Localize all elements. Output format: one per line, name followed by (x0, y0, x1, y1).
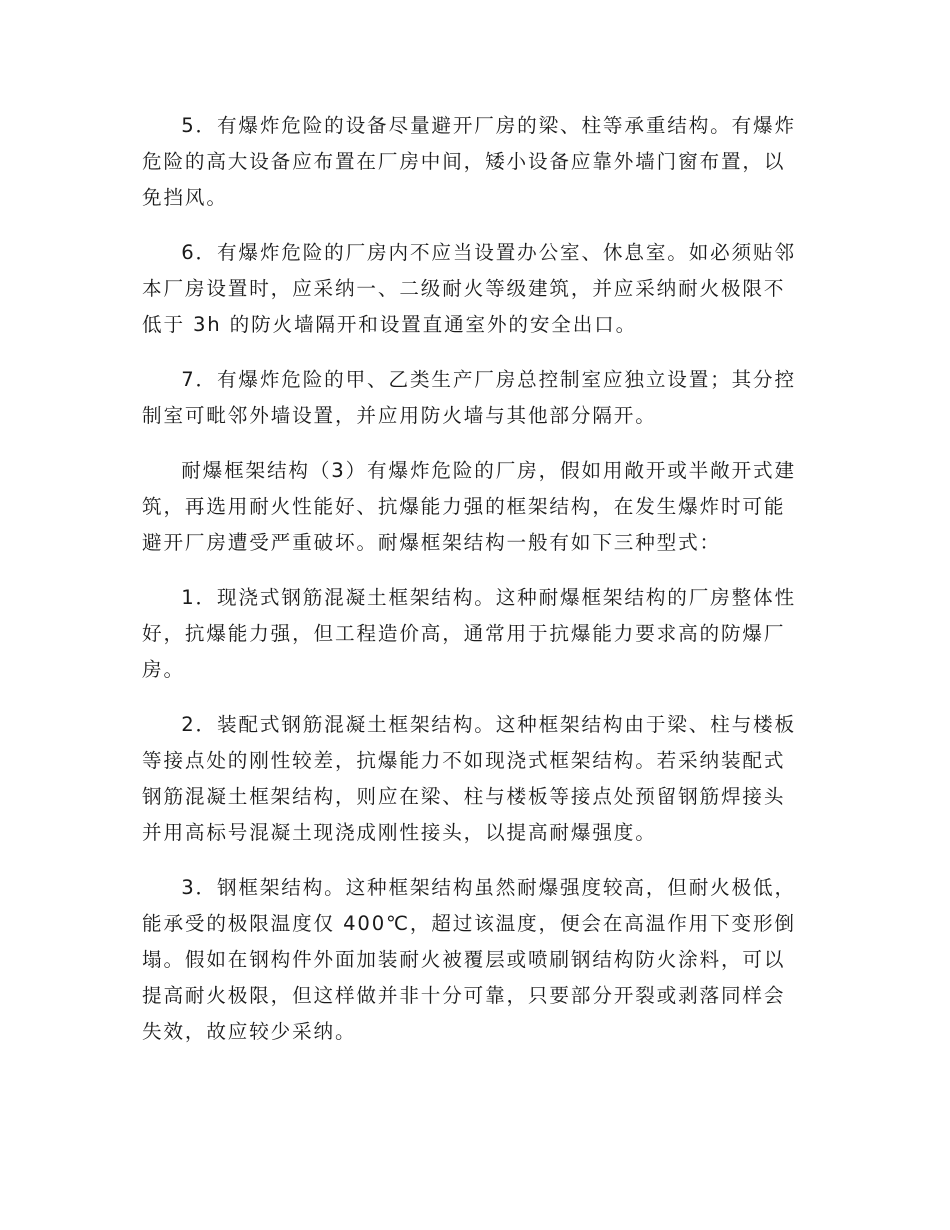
text-line: 本厂房设置时，应采纳一、二级耐火等级建筑，并应采纳耐火极限不 (142, 277, 786, 300)
paragraph-item-6 (142, 235, 810, 343)
text-line: 1．现浇式钢筋混凝土框架结构。这种耐爆框架结构的厂房整体性 (181, 586, 796, 609)
text-line: 3．钢框架结构。这种框架结构虽然耐爆强度较高，但耐火极低， (181, 876, 796, 899)
text-line: 并用高标号混凝土现浇成刚性接头，以提高耐爆强度。 (142, 821, 657, 844)
text-line: 5．有爆炸危险的设备尽量避开厂房的梁、柱等承重结构。有爆炸 (181, 114, 796, 137)
text-line: 钢筋混凝土框架结构，则应在梁、柱与楼板等接点处预留钢筋焊接头 (142, 785, 786, 808)
paragraph-frame-type-3 (142, 870, 810, 1050)
paragraph-frame-type-1 (142, 580, 810, 688)
text-line: 6．有爆炸危险的厂房内不应当设置办公室、休息室。如必须贴邻 (181, 241, 796, 264)
text-line: 能承受的极限温度仅 400℃，超过该温度，便会在高温作用下变形倒 (142, 912, 796, 935)
paragraph-item-7 (142, 362, 810, 434)
text-line: 筑，再选用耐火性能好、抗爆能力强的框架结构，在发生爆炸时可能 (142, 495, 786, 518)
text-line: 制室可毗邻外墙设置，并应用防火墙与其他部分隔开。 (142, 404, 657, 427)
text-line: 提高耐火极限，但这样做并非十分可靠，只要部分开裂或剥落同样会 (142, 984, 786, 1007)
text-line: 2．装配式钢筋混凝土框架结构。这种框架结构由于梁、柱与楼板 (181, 713, 796, 736)
paragraph-item-5 (142, 108, 810, 216)
text-line: 房。 (142, 658, 185, 681)
text-line: 危险的高大设备应布置在厂房中间，矮小设备应靠外墙门窗布置，以 (142, 150, 786, 173)
text-line: 失效，故应较少采纳。 (142, 1020, 357, 1043)
document-body (142, 108, 810, 1069)
text-line: 耐爆框架结构（3）有爆炸危险的厂房，假如用敞开或半敞开式建 (181, 459, 796, 482)
text-line: 避开厂房遭受严重破坏。耐爆框架结构一般有如下三种型式： (142, 531, 721, 554)
text-line: 好，抗爆能力强，但工程造价高，通常用于抗爆能力要求高的防爆厂 (142, 622, 786, 645)
paragraph-blast-resistant-frame (142, 453, 810, 561)
text-line: 塌。假如在钢构件外面加装耐火被覆层或喷刷钢结构防火涂料，可以 (142, 948, 786, 971)
paragraph-frame-type-2 (142, 707, 810, 851)
text-line: 免挡风。 (142, 186, 228, 209)
text-line: 低于 3h 的防火墙隔开和设置直通室外的安全出口。 (142, 313, 638, 336)
text-line: 等接点处的刚性较差，抗爆能力不如现浇式框架结构。若采纳装配式 (142, 749, 786, 772)
text-line: 7．有爆炸危险的甲、乙类生产厂房总控制室应独立设置；其分控 (181, 368, 796, 391)
